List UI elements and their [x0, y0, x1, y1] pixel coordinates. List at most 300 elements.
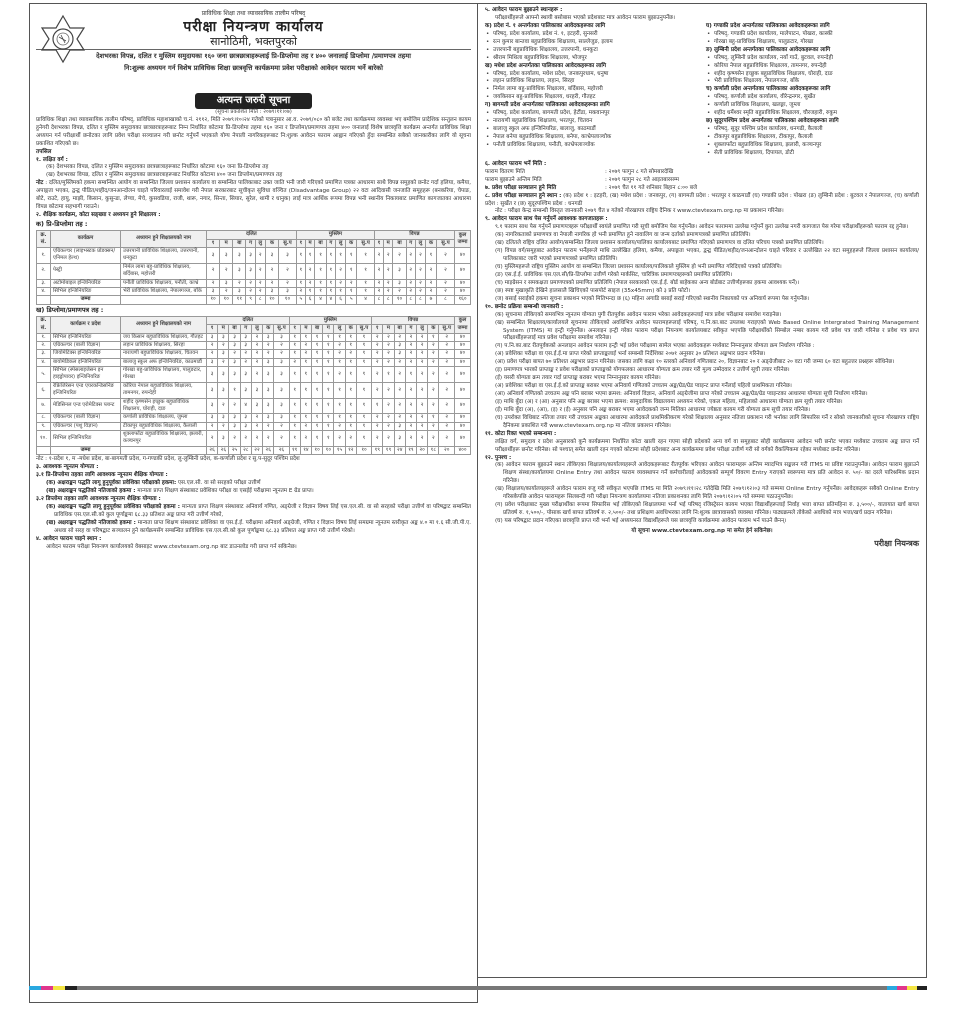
quota-cell: २	[229, 398, 240, 414]
print-color-bar-magenta	[41, 986, 53, 990]
quota-cell: २	[346, 279, 357, 287]
quota-cell: २	[372, 350, 383, 358]
total-cell: १०	[279, 296, 297, 304]
quota-cell: १	[289, 341, 300, 349]
quota-cell: ४	[240, 398, 251, 414]
row-sn: ३.	[37, 279, 51, 287]
section-8-title: ८. प्रवेश परीक्षा सञ्चालन हुने स्थान :	[485, 192, 562, 199]
quota-cell: २	[415, 287, 425, 295]
list-item: (ई) माथि बुँदा (अ), (आ), (इ) र (ई) अनुसार पनि अङ्क बराबर भएमा आवेदकको जन्म मितिका आधारमा ज्येष्ठता कायम गरी योग्यता क्रम सूची तयार गरिनेछ।	[495, 406, 811, 413]
s3-d-label: (ख) अक्षराङ्कन पद्धतिको नतिजाको हकमा :	[46, 519, 136, 526]
section-4-title: ४. आवेदन फाराम पाइने स्थान :	[36, 535, 102, 542]
province-subheader: म	[220, 239, 233, 247]
section-11-text: लक्षित वर्ग, समुदाय र प्रदेश अनुसारको कुनै कार्यक्रममा निर्धारित कोटा खाली रहन गएमा सोही प्रदेशको अन्य वर्ग वा समूहबाट सोही कार्यक्रममा आवेदन भरी छनोट भएका मध्येबाट उच्चतम अङ्क प्राप्त गर्ने परीक्षार्थीहरू छनोट गरिनेछ। सो पश्चात् समेत खाली रहन गएको कोटामा सोही प्रदेशबाट अन्य कार्यक्रममा प्रवेश परीक्षा उत्तीर्ण गरी सो वर्गको वैकल्पिकमा रहेका मध्येबाट छनोट गरिनेछ।	[495, 438, 919, 453]
quota-cell: ३	[218, 350, 229, 358]
quota-cell: १	[323, 431, 334, 447]
table-row	[37, 382, 471, 398]
location-item: • परिषद्, प्रदेश कार्यालय, प्रदेश नं. १, इटहरी, सुनसरी	[485, 31, 698, 39]
quota-cell: २	[218, 341, 229, 349]
table-row	[37, 333, 471, 341]
quota-cell: २	[305, 279, 315, 287]
quota-cell: १	[345, 333, 356, 341]
quota-cell: १	[334, 398, 345, 414]
row-total: ४०	[455, 263, 471, 279]
quota-cell: ३	[274, 358, 289, 366]
section-1-b: (ख) देशभरका विपन्न, दलित र मुस्लिम समुदायका छात्रछात्राहरूबाट निर्धारित कोटामा ४०० जना डिप्लोमा/प्रमाणपत्र तह	[46, 172, 283, 179]
quota-cell: ३	[229, 422, 240, 430]
quota-cell: ३	[263, 367, 274, 383]
location-group-title: ग) बागमती प्रदेश अन्तर्गतका पालिकाका आवेदकहरूका लागि	[485, 102, 610, 109]
quota-cell: २	[405, 358, 416, 366]
quota-cell: २	[428, 398, 439, 414]
quota-cell: १	[334, 382, 345, 398]
quota-cell: २	[436, 248, 454, 264]
section-9-title: ९. आवेदन फाराम साथ पेस गर्नुपर्ने आवश्यक कागजातहरू :	[485, 216, 608, 223]
quota-cell: १	[323, 414, 334, 422]
quota-cell: ३	[246, 263, 255, 279]
quota-cell: २	[336, 279, 346, 287]
quota-cell: १	[289, 431, 300, 447]
col-program: कार्यक्रम र प्रदेश	[51, 316, 121, 333]
province-subheader: लु	[334, 325, 345, 333]
total-cell: २८	[240, 446, 251, 454]
quota-cell: २	[394, 367, 405, 383]
quota-cell: २	[263, 341, 274, 349]
quota-cell: २	[251, 367, 262, 383]
quota-cell: ३	[207, 398, 218, 414]
total-cell: ७	[426, 296, 437, 304]
quota-cell: ३	[229, 333, 240, 341]
section-7-title: ७. प्रवेश परीक्षा सञ्चालन हुने मिति	[485, 184, 557, 191]
quota-cell: ३	[240, 422, 251, 430]
form-deadline-label: फाराम बुझाउने अन्तिम मिति	[485, 176, 542, 183]
quota-cell: २	[383, 382, 394, 398]
quota-cell: १	[405, 367, 416, 383]
section-8-note: नोट : परीक्षा केन्द्र सम्बन्धी विस्तृत जानकारी २०७९ चैत ४ गतेको गोरखापत्र राष्ट्रिय दैनिक र www.ctevtexam.org.np मा प्रकाशन गरिनेछ।	[495, 208, 784, 215]
quota-cell: २	[439, 382, 455, 398]
location-item: • कोरिया नेपाल बहुप्राविधिक शिक्षालय, तामनगर, रुपन्देही	[706, 63, 919, 71]
quota-cell: २	[383, 287, 393, 295]
quota-cell: २	[372, 422, 383, 430]
quota-cell: २	[207, 279, 220, 287]
intro-paragraph: प्राविधिक शिक्षा तथा व्यावसायिक तालीम परिषद्, प्राविधिक महाशाखाको च.नं. २११२, मिति २०७९।१०।२४ गतेको पत्रानुसार आ.व. २०७९/०८० को बजेट तथा कार्यक्रममा व्यवस्था भए बमोजिम प्रादेशिक सन्तुलन कायम हुनेगरी देशभरका विपन्न, दलित र मुस्लिम समुदायका छात्रछात्राहरूबाट निम्न निर्धारित कोटामा प्रि-डिप्लोमा तहमा १६० जना र डिप्लोमा/प्रमाणपत्र तहमा ४०० जनालाई विशेष छात्रवृत्ति कार्यक्रम अन्तर्गत प्राविधिक शिक्षा अध्ययन गर्न परीक्षार्थी छनोटका लागि प्रवेश परीक्षा सञ्चालन गरी छनोट गर्नुपर्ने भएकाले योग्य नेपाली नागरिकहरूबाट नि:शुल्क आवेदन फाराम आह्वान गरिएको हुँदा सम्बन्धित सबैको जानकारीका लागि यो सूचना प्रकाशित गरिएको छ।	[36, 116, 471, 147]
row-program: बायोमेडिकल इन्जिनियरिङ	[51, 358, 121, 366]
total-cell: २६	[218, 446, 229, 454]
section-12-title: १२. पुनश्च :	[485, 454, 512, 461]
quota-cell: २	[439, 341, 455, 349]
quota-cell: ३	[233, 287, 246, 295]
quota-cell: १	[312, 422, 323, 430]
quota-cell: २	[405, 382, 416, 398]
list-item: (ग) विपन्न वर्ग/समूहबाट आवेदन फाराम भर्नेहरूले माथि उल्लेखित हलिया, कमैया, अपाङ्गता भएका, द्वन्द्व पीडित/शहीद/जनआन्दोलन घाइते परिवार र उल्लेखित २२ वटा समूहहरूले जिल्ला प्रशासन कार्यालय/पालिकाबाट जारी भएको प्रमाणपत्रको प्रमाणित प्रतिलिपि।	[495, 248, 919, 263]
quota-cell: १	[315, 248, 326, 264]
exam-centers: (क) प्रदेश १ : इटहरी, (ख) मधेश प्रदेश : जनकपुर, (ग) बागमती प्रदेश : भरतपुर र काठमाडौं (घ) गण्डकी प्रदेश : पोखरा (ङ) लुम्बिनी प्रदेश : बुटवल र नेपालगञ्ज, (च) कर्णाली प्रदेश : सुर्खेत र (छ) सुदूरपश्चिम प्रदेश : धनगढी	[485, 192, 919, 207]
quota-cell: २	[439, 431, 455, 447]
list-item: (ख) शिक्षालय/कार्यालयहरूले आवेदन फाराम रुजु गरी स्वीकृत भएपछि ITMS मा मिति २०७९।११।२८ गतेदेखि मिति २०७९।१२।०३ गते सम्ममा Online Entry गर्नुपर्नेछ। आवेदकहरू सबैको Online Entry गरिसकेपछि आवेदन फारामहरू सिलबन्दी गरी परीक्षा नियन्त्रण कार्यालयमा नतिजा प्रकाशनका लागि मिति २०७९।१२।०५ गते सम्ममा पठाउनुपर्नेछ।	[495, 486, 919, 501]
quota-cell: २	[274, 431, 289, 447]
quota-cell: २	[207, 350, 218, 358]
quota-cell: १	[346, 287, 357, 295]
section-3-2-title: ३.२ डिप्लोमा तहका लागि आवश्यक न्यूनतम शैक्षिक योग्यता :	[36, 495, 161, 502]
location-item: • गोरखा बहु-प्राविधिक शिक्षालय, पालुङटार, गोरखा	[706, 39, 919, 47]
total-cell: ९	[246, 296, 255, 304]
quota-cell: २	[439, 414, 455, 422]
quota-cell: १	[312, 367, 323, 383]
quota-cell: २	[439, 398, 455, 414]
notice-header	[36, 10, 471, 94]
quota-cell: १	[312, 414, 323, 422]
quota-cell: २	[406, 279, 415, 287]
quota-cell: ३	[263, 382, 274, 398]
s3-c-label: (क) अक्षराङ्कन पद्धति लागू हुनुपूर्वका प्रवेशिका परीक्षाको हकमा :	[46, 503, 181, 510]
office-location: सानोठिमी, भक्तपुरको	[210, 34, 297, 48]
quota-cell: ३	[394, 431, 405, 447]
row-total: ४०	[455, 287, 471, 295]
quota-cell: २	[417, 333, 428, 341]
quota-cell: २	[383, 279, 393, 287]
office-title: परीक्षा नियन्त्रण कार्यालय	[183, 18, 324, 35]
quota-cell: २	[207, 431, 218, 447]
location-item: • जयकिसान बहु-प्राविधिक शिक्षालय, धरहरी, गौतहट	[485, 94, 698, 102]
total-cell: १२	[345, 446, 356, 454]
total-cell: १९	[405, 446, 416, 454]
province-subheader: क	[345, 325, 356, 333]
form-distribution-date: : २०७९ फागुन ८ गते सोमबारदेखि	[605, 168, 674, 175]
row-sn: ९.	[37, 422, 51, 430]
location-group-title: ख) मधेश प्रदेश अन्तर्गतका पालिकाका आवेदकहरूका लागि	[485, 62, 606, 69]
total-cell: १०	[323, 446, 334, 454]
row-school: बालाजु स्कुल अफ इन्जिनियरिङ, काठमाडौं	[121, 358, 207, 366]
quota-cell: २	[417, 431, 428, 447]
list-item: (इ) प्रमाणपत्र भारको प्राप्ताङ्क र प्रवेश परीक्षाको प्राप्ताङ्कको योगफलका आधारमा योग्यता क्रम तयार गरी मूल्य उम्मेदवार र उत्तीर्ण सूची तयार गरिनेछ।	[495, 367, 790, 374]
quota-cell: १	[229, 382, 240, 398]
row-school: जय किसान बहुप्राविधिक शिक्षालय, गौतहट	[121, 333, 207, 341]
s3-c-text: मान्यता प्राप्त शिक्षण संस्थाबाट अनिवार्य गणित, अङ्ग्रेजी र विज्ञान विषय लिई एस.एल.सी. वा सो सरहको परीक्षा उत्तीर्ण वा परिषद्बाट सम्बन्धित प्राविधिक एस.एल.सी.को कुल पूर्णाङ्कमा ६८.३३ प्रतिशत अङ्क प्राप्त गरी उत्तीर्ण गरेको,	[54, 503, 471, 518]
quota-cell: ३	[207, 287, 220, 295]
quota-cell: ३	[263, 358, 274, 366]
quota-cell: २	[383, 248, 393, 264]
published-date: (सूचना प्रकाशित मिति : २०७९।११।०७)	[215, 109, 292, 116]
quota-cell: २	[263, 350, 274, 358]
list-item: (ङ) एस.ई.ई. प्राविधिक एस.एल.सी/प्रि-डिप्लोमा उत्तीर्ण गरेको मार्कसिट, चारित्रिक प्रमाणपत्रहरूको प्रमाणित प्रतिलिपि।	[495, 271, 733, 278]
s3-d-text: मान्यता प्राप्त शिक्षण संस्थाबाट प्रवेशिका वा एस.ई.ई. परीक्षामा अनिवार्य अङ्ग्रेजी, गणित र विज्ञान विषय लिई समग्रमा न्यूनतम स्तरीकृत अङ्क ४.० मा १.६ सी.जी.पी.ए. अथवा सो सरह वा परिषद्बाट सञ्चालन हुने कार्यक्रमसँग सम्बन्धित प्राविधिक एस.एल.सी.को कुल पूर्णाङ्कमा ६८.३३ प्रतिशत अङ्क प्राप्त गरी उत्तीर्ण गरेको।	[54, 519, 472, 534]
list-item: (घ) उपरोक्त विधिबाट नतिजा तयार गरी उच्चतम अङ्कका आधारमा आवेदकले प्राथमिकीकरण गरेको शिक्षालय अनुसार नतिजा प्रकाशन गरी भर्नाका लागि सिफारिस गर्ने र सोको जानकारीको सूचना गोरखापत्र राष्ट्रिय दैनिकमा प्रकाशित गरी www.ctevtexam.org.np मा नतिजा प्रकाशन गरिनेछ।	[495, 414, 919, 429]
province-subheader: लु	[415, 239, 425, 247]
table-row	[37, 358, 471, 366]
row-sn: ८.	[37, 414, 51, 422]
row-program: एग्रिकल्चर (लाइभस्टक प्रोडक्सन/ एनिमल हेल्थ)	[51, 248, 121, 264]
row-sn: १.	[37, 248, 51, 264]
quota-cell: १	[312, 382, 323, 398]
quota-cell: १	[289, 382, 300, 398]
quota-cell: २	[394, 333, 405, 341]
quota-cell: २	[375, 279, 384, 287]
province-subheader: बा	[312, 325, 323, 333]
row-total: ४०	[455, 358, 471, 366]
quota-cell: १	[345, 341, 356, 349]
row-school: कर्णाली प्राविधिक शिक्षालय, जुम्ला	[121, 414, 207, 422]
total-cell: ५	[296, 296, 305, 304]
total-cell: ६	[305, 296, 315, 304]
province-subheader: ग	[326, 239, 335, 247]
row-school: टीकापुर बहुप्राविधिक शिक्षालय, कैलाली	[121, 422, 207, 430]
list-item: (आ) अनिवार्य गणितको उच्चतम अङ्क पनि बराबर भएमा क्रमश: अनिवार्य विज्ञान, अनिवार्य अङ्ग्रेजीमा प्राप्त गरेको उच्चतम अङ्क/ग्रेड/ग्रेड प्वाइन्टका आधारमा योग्यता सूची निर्धारण गरिनेछ।	[495, 391, 868, 397]
quota-cell: १	[312, 398, 323, 414]
total-cell: ८	[436, 296, 454, 304]
row-program: सिभिल इन्जिनियरिङ	[51, 333, 121, 341]
total-cell: २०	[417, 446, 428, 454]
print-color-bar-cyan	[887, 986, 897, 990]
quota-cell: २	[436, 263, 454, 279]
province-subheader: सु.प	[356, 325, 371, 333]
quota-cell: २	[255, 248, 265, 264]
quota-cell: २	[405, 431, 416, 447]
row-sn: ४.	[37, 287, 51, 295]
quota-cell: २	[406, 248, 415, 264]
quota-cell: २	[393, 287, 406, 295]
quota-cell: २	[207, 341, 218, 349]
quota-cell: ३	[274, 333, 289, 341]
quota-cell: ३	[220, 279, 233, 287]
province-subheader: म	[383, 325, 394, 333]
quota-cell: २	[417, 414, 428, 422]
quota-cell: १	[356, 422, 371, 430]
quota-cell: २	[394, 414, 405, 422]
list-item: (क) आवेदन फाराम बुझाउने स्थान तोकिएका शिक्षालय/कार्यालयहरूले आवेदकहरूबाट रीतपूर्वक भरिएका आवेदन फारामहरू अन्तिम म्यादभित्र सङ्कलन गरी ITMS मा प्रविष्ट गराउनुपर्नेछ। आवेदन फाराम बुझाउने शिक्षण संस्था/कार्यालयमा Online Entry तथा आवेदन फाराम व्यवस्थापन गर्ने कर्मचारीलाई आवेदकको सम्पूर्ण विवरण Entry गराएको स्वरूपमा मात्र प्रति आवेदन रु. ५०/- का दरले पारिश्रमिक प्रदान गरिनेछ।	[495, 462, 919, 485]
quota-cell: १	[428, 333, 439, 341]
quota-cell: २	[405, 398, 416, 414]
row-program: अटोमोबाइल इन्जिनियरिङ	[51, 279, 121, 287]
quota-cell: १	[296, 248, 305, 264]
total-sn-blank	[37, 446, 51, 454]
quota-cell: १	[345, 398, 356, 414]
location-item: • कर्णाली प्राविधिक शिक्षालय, खलङ्गा, जुम्ला	[706, 102, 919, 110]
location-item: • नेपाल बनेपा बहुप्राविधिक शिक्षालय, बनेपा, काभ्रेपलाञ्चोक	[485, 134, 698, 142]
quota-cell: ३	[394, 422, 405, 430]
province-subheader: म	[300, 325, 311, 333]
row-school: निर्मल लामा बहु-प्राविधिक शिक्षालय, बर्दिबास, महोत्तरी	[121, 263, 207, 279]
location-item: • परिषद्, प्रदेश कार्यालय, बागमती प्रदेश, हेटौंडा, मकवानपुर	[485, 110, 698, 118]
province-subheader: बा	[315, 239, 326, 247]
section-6-title: ६. आवेदन फाराम भर्ने मिति :	[485, 160, 547, 167]
list-item: (अ) प्रवेशिका परीक्षा वा एस.ई.ई.को प्राप्ताङ्क बराबर भएमा अनिवार्य गणितको उच्चतम अङ्क/ग्रेड/ग्रेड प्वाइन्ट प्राप्त गर्नेलाई पहिलो प्राथमिकता गरिनेछ।	[495, 383, 792, 390]
quota-cell: २	[300, 350, 311, 358]
row-program: रेफ्रिजिरेसन एन्ड एयरकन्डिसनिङ इन्जिनियरिङ	[51, 382, 121, 398]
province-subheader: क	[263, 325, 274, 333]
quota-cell: ३	[263, 333, 274, 341]
total-label: जम्मा	[51, 446, 121, 454]
row-program: एग्रिकल्चर (बाली विज्ञान)	[51, 414, 121, 422]
quota-cell: २	[255, 263, 265, 279]
row-school: नारायणी बहुप्राविधिक शिक्षालय, चितवन	[121, 350, 207, 358]
province-subheader: बा	[229, 325, 240, 333]
col-school: अध्ययन हुने शिक्षालयको नाम	[121, 316, 207, 333]
quota-cell: २	[405, 350, 416, 358]
total-cell: ११	[289, 446, 300, 454]
print-color-bar-magenta	[897, 986, 907, 990]
quota-cell: ३	[229, 367, 240, 383]
section-2-title: २. शैक्षिक कार्यक्रम, कोटा सङ्ख्या र अध्ययन हुने शिक्षालय :	[36, 212, 161, 219]
quota-cell: १	[346, 263, 357, 279]
quota-cell: २	[428, 422, 439, 430]
list-item: (क) नागरिकताको प्रमाणपत्र वा नेपाली नागरिक हो भनी प्रमाणित हुने नावालिग वा जन्म दर्ताको प्रमाणपत्रको प्रमाणित प्रतिलिपि।	[495, 232, 751, 239]
province-subheader: लु	[251, 325, 262, 333]
total-school-blank	[121, 296, 207, 304]
quota-cell: १	[334, 358, 345, 366]
quota-cell: १	[326, 263, 335, 279]
quota-cell: २	[406, 263, 415, 279]
location-item: • रत्न कुमार बान्तवा बहुप्राविधिक शिक्षालय, साल्लेजुङ, इलाम	[485, 39, 698, 47]
total-school-blank	[121, 446, 207, 454]
quota-cell: १	[356, 341, 371, 349]
quota-cell: २	[426, 279, 437, 287]
quota-cell: ३	[207, 358, 218, 366]
quota-cell: ३	[274, 414, 289, 422]
province-subheader: ग	[240, 325, 251, 333]
location-item: • परिषद्, लुम्बिनी प्रदेश कार्यालय, नयाँ गाउँ, बुटवल, रुपन्देही	[706, 55, 919, 63]
quota-cell: २	[251, 414, 262, 422]
quota-cell: २	[345, 350, 356, 358]
quota-cell: २	[274, 341, 289, 349]
location-item: • उत्तरपानी बहुप्राविधिक शिक्षालय, उत्तरपानी, धनकुटा	[485, 47, 698, 55]
quota-cell: २	[405, 422, 416, 430]
col-muslim: मुस्लिम	[289, 316, 372, 324]
quota-cell: १	[372, 398, 383, 414]
row-program: सिभिल इन्जिनियरिङ	[51, 431, 121, 447]
location-item: • भेरी प्राविधिक शिक्षालय, नेपालगञ्ज, बाँके	[706, 78, 919, 86]
province-subheader: ग	[246, 239, 255, 247]
quota-cell: १	[356, 398, 371, 414]
province-subheader: क	[428, 325, 439, 333]
province-subheader: सु.प	[357, 239, 375, 247]
quota-cell: २	[240, 431, 251, 447]
total-cell: ५	[346, 296, 357, 304]
quota-cell: १	[312, 341, 323, 349]
quota-cell: १	[289, 367, 300, 383]
list-item: (ग) प.नि.का.बाट रीतपूर्वकको अनलाइन आवेदन फाराम इन्ट्री भई प्रवेश परीक्षामा सामेल भएका आवेदकहरू मध्येबाट निम्नानुसार योग्यता क्रम निर्धारण गरिनेछ :	[495, 343, 815, 350]
province-subheader: ग	[406, 239, 415, 247]
quota-cell: १	[356, 431, 371, 447]
form-deadline-date: : २०७९ फागुन २८ गते आइतबारसम्म	[605, 176, 679, 183]
location-group-title: क) प्रदेश नं. १ अन्तर्गतका पालिकाका आवेदकहरूका लागि	[485, 22, 606, 29]
row-total: ४०	[455, 382, 471, 398]
quota-cell: १	[289, 350, 300, 358]
quota-cell: २	[251, 431, 262, 447]
quota-cell: २	[251, 341, 262, 349]
list-item: (ख) दलितले राष्ट्रिय दलित आयोग/सम्बन्धित जिल्ला प्रशासन कार्यालय/पालिका कार्यालयबाट प्रमाणित गरिएको प्रमाणपत्र वा दलित परिचय पत्रको प्रमाणित प्रतिलिपि।	[495, 240, 824, 247]
quota-cell: २	[383, 358, 394, 366]
quota-cell: २	[439, 333, 455, 341]
total-cell: १०	[207, 296, 220, 304]
quota-cell: २	[383, 350, 394, 358]
quota-cell: १	[426, 248, 437, 264]
grand-total: १६०	[455, 296, 471, 304]
quota-cell: २	[383, 333, 394, 341]
total-cell: ८	[375, 296, 384, 304]
quota-cell: ३	[218, 367, 229, 383]
total-cell: १९	[383, 446, 394, 454]
row-program: जियोमेटिक्स इन्जिनियरिङ	[51, 350, 121, 358]
quota-cell: ३	[265, 287, 278, 295]
row-sn: १.	[37, 333, 51, 341]
quota-cell: २	[436, 279, 454, 287]
quota-cell: २	[246, 287, 255, 295]
quota-cell: १	[305, 248, 315, 264]
quota-cell: २	[375, 287, 384, 295]
quota-cell: २	[251, 358, 262, 366]
col-muslim: मुस्लिम	[296, 231, 374, 239]
quota-cell: १	[312, 333, 323, 341]
total-cell: २६	[207, 446, 218, 454]
quota-cell: १	[356, 333, 371, 341]
total-cell: ४	[357, 296, 375, 304]
row-total: ४०	[455, 398, 471, 414]
row-sn: १०.	[37, 431, 51, 447]
quota-cell: २	[334, 367, 345, 383]
total-cell: ६	[336, 296, 346, 304]
total-cell: २४	[394, 446, 405, 454]
quota-cell: १	[357, 248, 375, 264]
quota-cell: २	[274, 350, 289, 358]
row-total: ४०	[455, 367, 471, 383]
location-item: • शुक्लाफाँटा बहुप्राविधिक शिक्षालय, झलारी, कञ्चनपुर	[706, 142, 919, 150]
row-school: पनौती प्राविधिक शिक्षालय, पनौती, काभ्रे	[121, 279, 207, 287]
total-cell: ११	[233, 296, 246, 304]
location-item: • सेती प्राविधिक शिक्षालय, दिपायल, डोटी	[706, 150, 919, 158]
location-item: • परिषद्, सुदूर पश्चिम प्रदेश कार्यालय, धनगढी, कैलाली	[706, 126, 919, 134]
quota-cell: २	[207, 263, 220, 279]
quota-cell: २	[426, 287, 437, 295]
total-cell: १९	[372, 446, 383, 454]
quota-cell: २	[240, 358, 251, 366]
quota-cell: २	[415, 248, 425, 264]
quota-cell: २	[417, 350, 428, 358]
quota-cell: १	[300, 333, 311, 341]
quota-cell: ३	[229, 414, 240, 422]
row-program: मेडिसिनल एन्ड एरोमेटिक्स प्लान्ट	[51, 398, 121, 414]
list-item: (इ) माथि बुँदा (अ) र (आ) अनुसार पनि अङ्क बराबर भएमा क्रमश: सामुदायिक विद्यालयमा अध्ययन गरेको, एकल महिला, महिलाको आधारमा योग्यता क्रम सूची तयार गरिनेछ।	[495, 398, 843, 405]
total-cell: ८	[255, 296, 265, 304]
total-cell: २६	[263, 446, 274, 454]
quota-cell: २	[336, 263, 346, 279]
quota-cell: २	[394, 398, 405, 414]
quota-cell: १	[336, 248, 346, 264]
s3-b-text: मान्यता प्राप्त शिक्षण संस्थाबाट प्रवेशिका परीक्षा वा एसईई परीक्षामा न्यूनतम E ग्रेड प्राप्त।	[137, 487, 314, 494]
total-cell: २२	[251, 446, 262, 454]
quota-cell: ३	[207, 382, 218, 398]
quota-cell: २	[207, 422, 218, 430]
quota-cell: ३	[220, 248, 233, 264]
quota-cell: १	[357, 263, 375, 279]
quota-cell: १	[315, 279, 326, 287]
quota-cell: १	[356, 350, 371, 358]
quota-cell: २	[394, 382, 405, 398]
province-subheader: क	[346, 239, 357, 247]
print-color-bar-black	[65, 986, 77, 990]
quota-cell: २	[220, 287, 233, 295]
quota-cell: १	[312, 350, 323, 358]
section-1-a: (क) देशभरका विपन्न, दलित र मुस्लिम समुदायका छात्रछात्राहरूबाट निर्धारित कोटामा १६० जना प्रि-डिप्लोमा तह	[46, 164, 269, 171]
quota-cell: ३	[393, 263, 406, 279]
col-school: अध्ययन हुने शिक्षालयको नाम	[121, 231, 207, 248]
quota-cell: १	[323, 398, 334, 414]
quota-cell: २	[439, 358, 455, 366]
location-item: • निर्मल लामा बहु-प्राविधिक शिक्षालय, बर्दिबास, महोत्तरी	[485, 86, 698, 94]
location-group-title: छ) सुदूरपश्चिम प्रदेश अन्तर्गतका पालिकाका आवेदकहरूका लागि	[706, 118, 839, 125]
quota-cell: २	[372, 431, 383, 447]
row-total: ४०	[455, 422, 471, 430]
province-legend-note: नोट : १-प्रदेश १, म -मधेश प्रदेश, बा-बागमती प्रदेश, ग-गण्डकी प्रदेश, लु-लुम्बिनी प्रदेश, क-कर्णाली प्रदेश र सु.प-सुदूर पश्चिम प्रदेश	[36, 456, 300, 463]
